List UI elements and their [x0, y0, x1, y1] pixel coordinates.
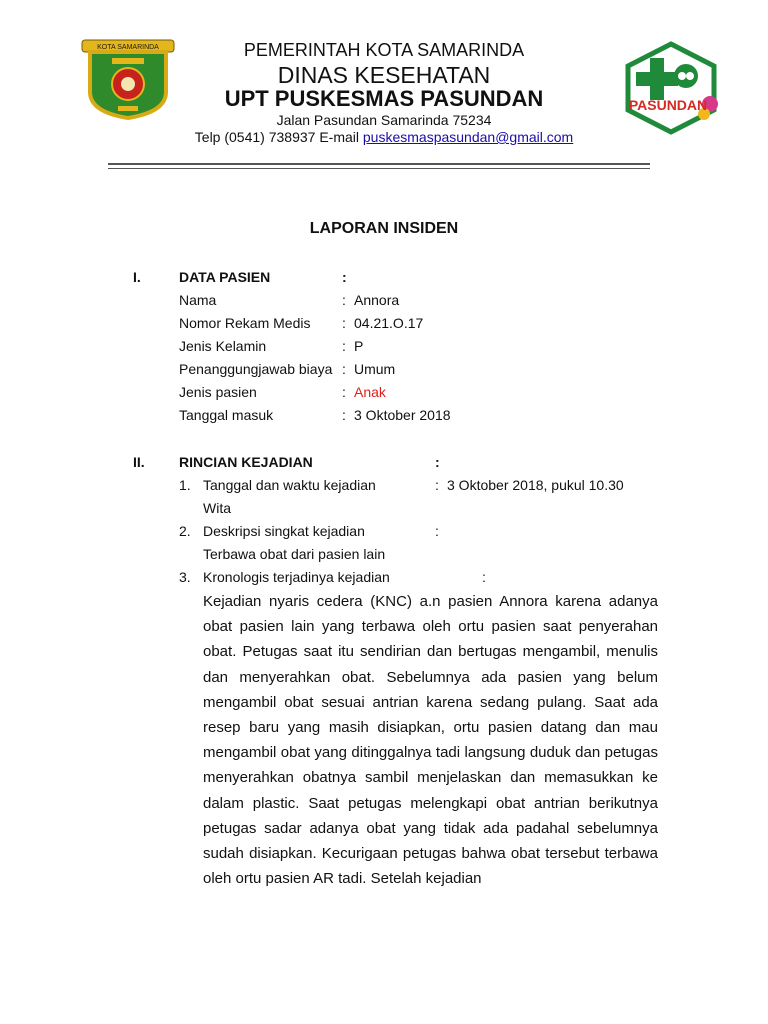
field-value: Annora [354, 292, 400, 308]
item-number: 3. [179, 569, 191, 585]
item-colon: : [482, 569, 486, 585]
section1-numeral: I. [133, 269, 141, 285]
item-colon: : [435, 523, 439, 539]
field-colon: : [342, 361, 346, 377]
logo-right-text: PASUNDAN [628, 97, 708, 113]
field-label: Tanggal masuk [179, 407, 274, 423]
item-value: 3 Oktober 2018, pukul 10.30 [447, 477, 624, 493]
field-label: Jenis pasien [179, 384, 257, 400]
header-line-3: UPT PUSKESMAS PASUNDAN [224, 86, 544, 111]
header-rule-thin [108, 168, 650, 169]
item-label: Tanggal dan waktu kejadian [203, 477, 376, 493]
field-colon: : [342, 338, 346, 354]
section1-colon: : [342, 269, 347, 285]
logo-left-text: KOTA SAMARINDA [97, 44, 159, 51]
item-colon: : [435, 477, 439, 493]
field-colon: : [342, 292, 346, 308]
field-label: Nama [179, 292, 217, 308]
document-title: LAPORAN INSIDEN [309, 220, 459, 237]
contact-text: Telp (0541) 738937 E-mail [194, 129, 363, 145]
field-value: Umum [354, 361, 396, 377]
field-label: Penanggungjawab biaya [179, 361, 333, 377]
header-address: Jalan Pasundan Samarinda 75234 [276, 112, 492, 128]
item-number: 2. [179, 523, 191, 539]
item-label: Deskripsi singkat kejadian [203, 523, 365, 539]
header-line-2: DINAS KESEHATAN [277, 62, 491, 88]
item-label: Kronologis terjadinya kejadian [203, 569, 390, 585]
item-continuation: Wita [203, 500, 231, 516]
item-number: 1. [179, 477, 191, 493]
section2-numeral: II. [133, 454, 145, 470]
field-value: 04.21.O.17 [354, 315, 424, 331]
field-label: Jenis Kelamin [179, 338, 267, 354]
item-continuation: Terbawa obat dari pasien lain [203, 546, 386, 562]
field-colon: : [342, 384, 346, 400]
field-colon: : [342, 407, 346, 423]
field-value: P [354, 338, 364, 354]
section2-colon: : [435, 454, 440, 470]
section2-heading: RINCIAN KEJADIAN [179, 454, 313, 470]
chronology-paragraph: Kejadian nyaris cedera (KNC) a.n pasien Annora karena adanya obat pasien lain yang terbawa oleh ortu pasien saat penyerahan obat. Petugas saat itu sendirian dan bertugas mengambil, menulis dan menyerahkan obat. Sebelumnya ada pasien yang belum mengambil obat sesuai antrian karena sedang pulang. Saat ada resep baru yang masih disiapkan, ortu pasien datang dan mau mengambil obat yang ditinggalnya tadi langsung duduk dan petugas menyerahkan obatnya sambil menjelaskan dan memasukkan ke dalam plastic. Saat petugas melengkapi obat antrian berikutnya petugas sadar adanya obat yang tidak ada padahal sebelumnya sudah disiapkan. Kecurigaan petugas bahwa obat tersebut terbawa oleh ortu pasien AR tadi. Setelah kejadian [203, 593, 658, 888]
section1-heading: DATA PASIEN [179, 269, 271, 285]
email-link[interactable]: puskesmaspasundan@gmail.com [362, 129, 574, 145]
header-contact [0, 129, 768, 145]
header-rule-thick [108, 163, 650, 165]
field-value-highlight: Anak [354, 384, 386, 400]
header-line-1: PEMERINTAH KOTA SAMARINDA [243, 40, 525, 60]
field-colon: : [342, 315, 346, 331]
field-value: 3 Oktober 2018 [354, 407, 451, 423]
field-label: Nomor Rekam Medis [179, 315, 311, 331]
